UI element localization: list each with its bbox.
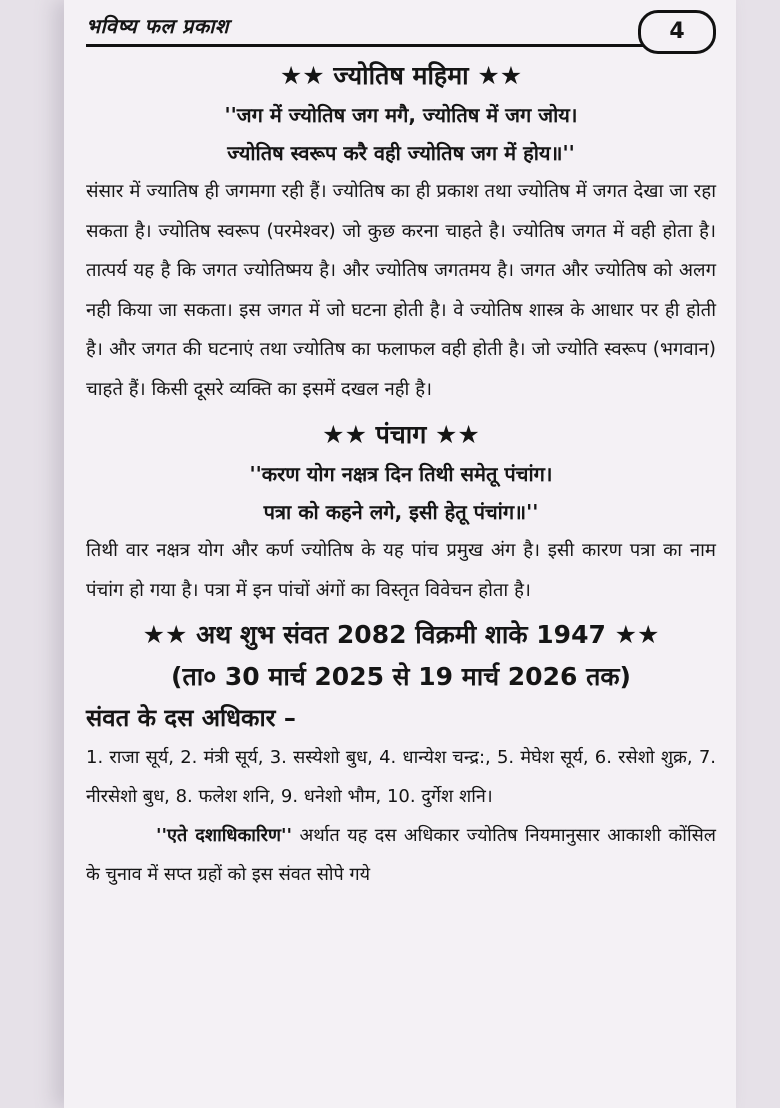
closing-text: अर्थात यह दस अधिकार ज्योतिष नियमानुसार आकाशी कोंसिल के चुनाव में सप्त ग्रहों को इस संवत सोपे गये <box>86 825 716 885</box>
page-content <box>86 56 716 894</box>
page-header <box>86 10 716 52</box>
running-title: भविष्य फल प्रकाश <box>86 14 229 38</box>
verse-line-1: ''जग में ज्योतिष जग मगै, ज्योतिष में जग जोय। <box>224 103 578 127</box>
verse-line-2: ज्योतिष स्वरूप करै वही ज्योतिष जग में होय॥'' <box>227 141 575 165</box>
adhikar-list: 1. राजा सूर्य, 2. मंत्री सूर्य, 3. सस्येशो बुध, 4. धान्येश चन्द्र:, 5. मेघेश सूर्य, 6. रसेशो शुक्र, 7. नीरसेशो बुध, 8. फलेश शनि, 9. धनेशो भौम, 10. दुर्गेश शनि। <box>86 747 716 807</box>
page-number: 4 <box>638 10 716 54</box>
verse-line-4: पत्रा को कहने लगे, इसी हेतू पंचांग॥'' <box>263 500 539 524</box>
closing-quote: ''एते दशाधिकारिण'' <box>156 825 293 846</box>
section-heading-panchang: ★★ पंचाग ★★ <box>322 420 480 449</box>
samvat-adhikar-subheading: संवत के दस अधिकार – <box>86 704 296 732</box>
samvat-heading: ★★ अथ शुभ संवत 2082 विक्रमी शाके 1947 ★★ <box>142 620 660 649</box>
header-rule <box>86 44 646 47</box>
paragraph-jyotish: संसार में ज्यातिष ही जगमगा रही हैं। ज्योतिष का ही प्रकाश तथा ज्योतिष में जगत देखा जा रहा सकता है। ज्योतिष स्वरूप (परमेश्वर) जो कुछ करना चाहते है। ज्योतिष जगत में वही होता है। तात्पर्य यह है कि जगत ज्योतिष्मय है। और ज्योतिष जगतमय है। जगत और ज्योतिष को अलग नही किया जा सकता। इस जगत में जो घटना होती है। वे ज्योतिष शास्त्र के आधार पर ही होती है। और जगत की घटनाएं तथा ज्योतिष का फलाफल वही होती है। जो ज्योति स्वरूप (भगवान) चाहते हैं। किसी दूसरे व्यक्ति का इसमें दखल नही है। <box>86 181 716 400</box>
paragraph-panchang: तिथी वार नक्षत्र योग और कर्ण ज्योतिष के यह पांच प्रमुख अंग है। इसी कारण पत्रा का नाम पंचांग हो गया है। पत्रा में इन पांचों अंगों का विस्तृत विवेचन होता है। <box>86 540 716 601</box>
verse-line-3: ''करण योग नक्षत्र दिन तिथी समेतू पंचांग। <box>249 462 553 486</box>
samvat-date-range: (ता० 30 मार्च 2025 से 19 मार्च 2026 तक) <box>171 662 631 691</box>
section-heading-jyotish-mahima: ★★ ज्योतिष महिमा ★★ <box>279 61 523 90</box>
closing-paragraph <box>86 816 716 894</box>
